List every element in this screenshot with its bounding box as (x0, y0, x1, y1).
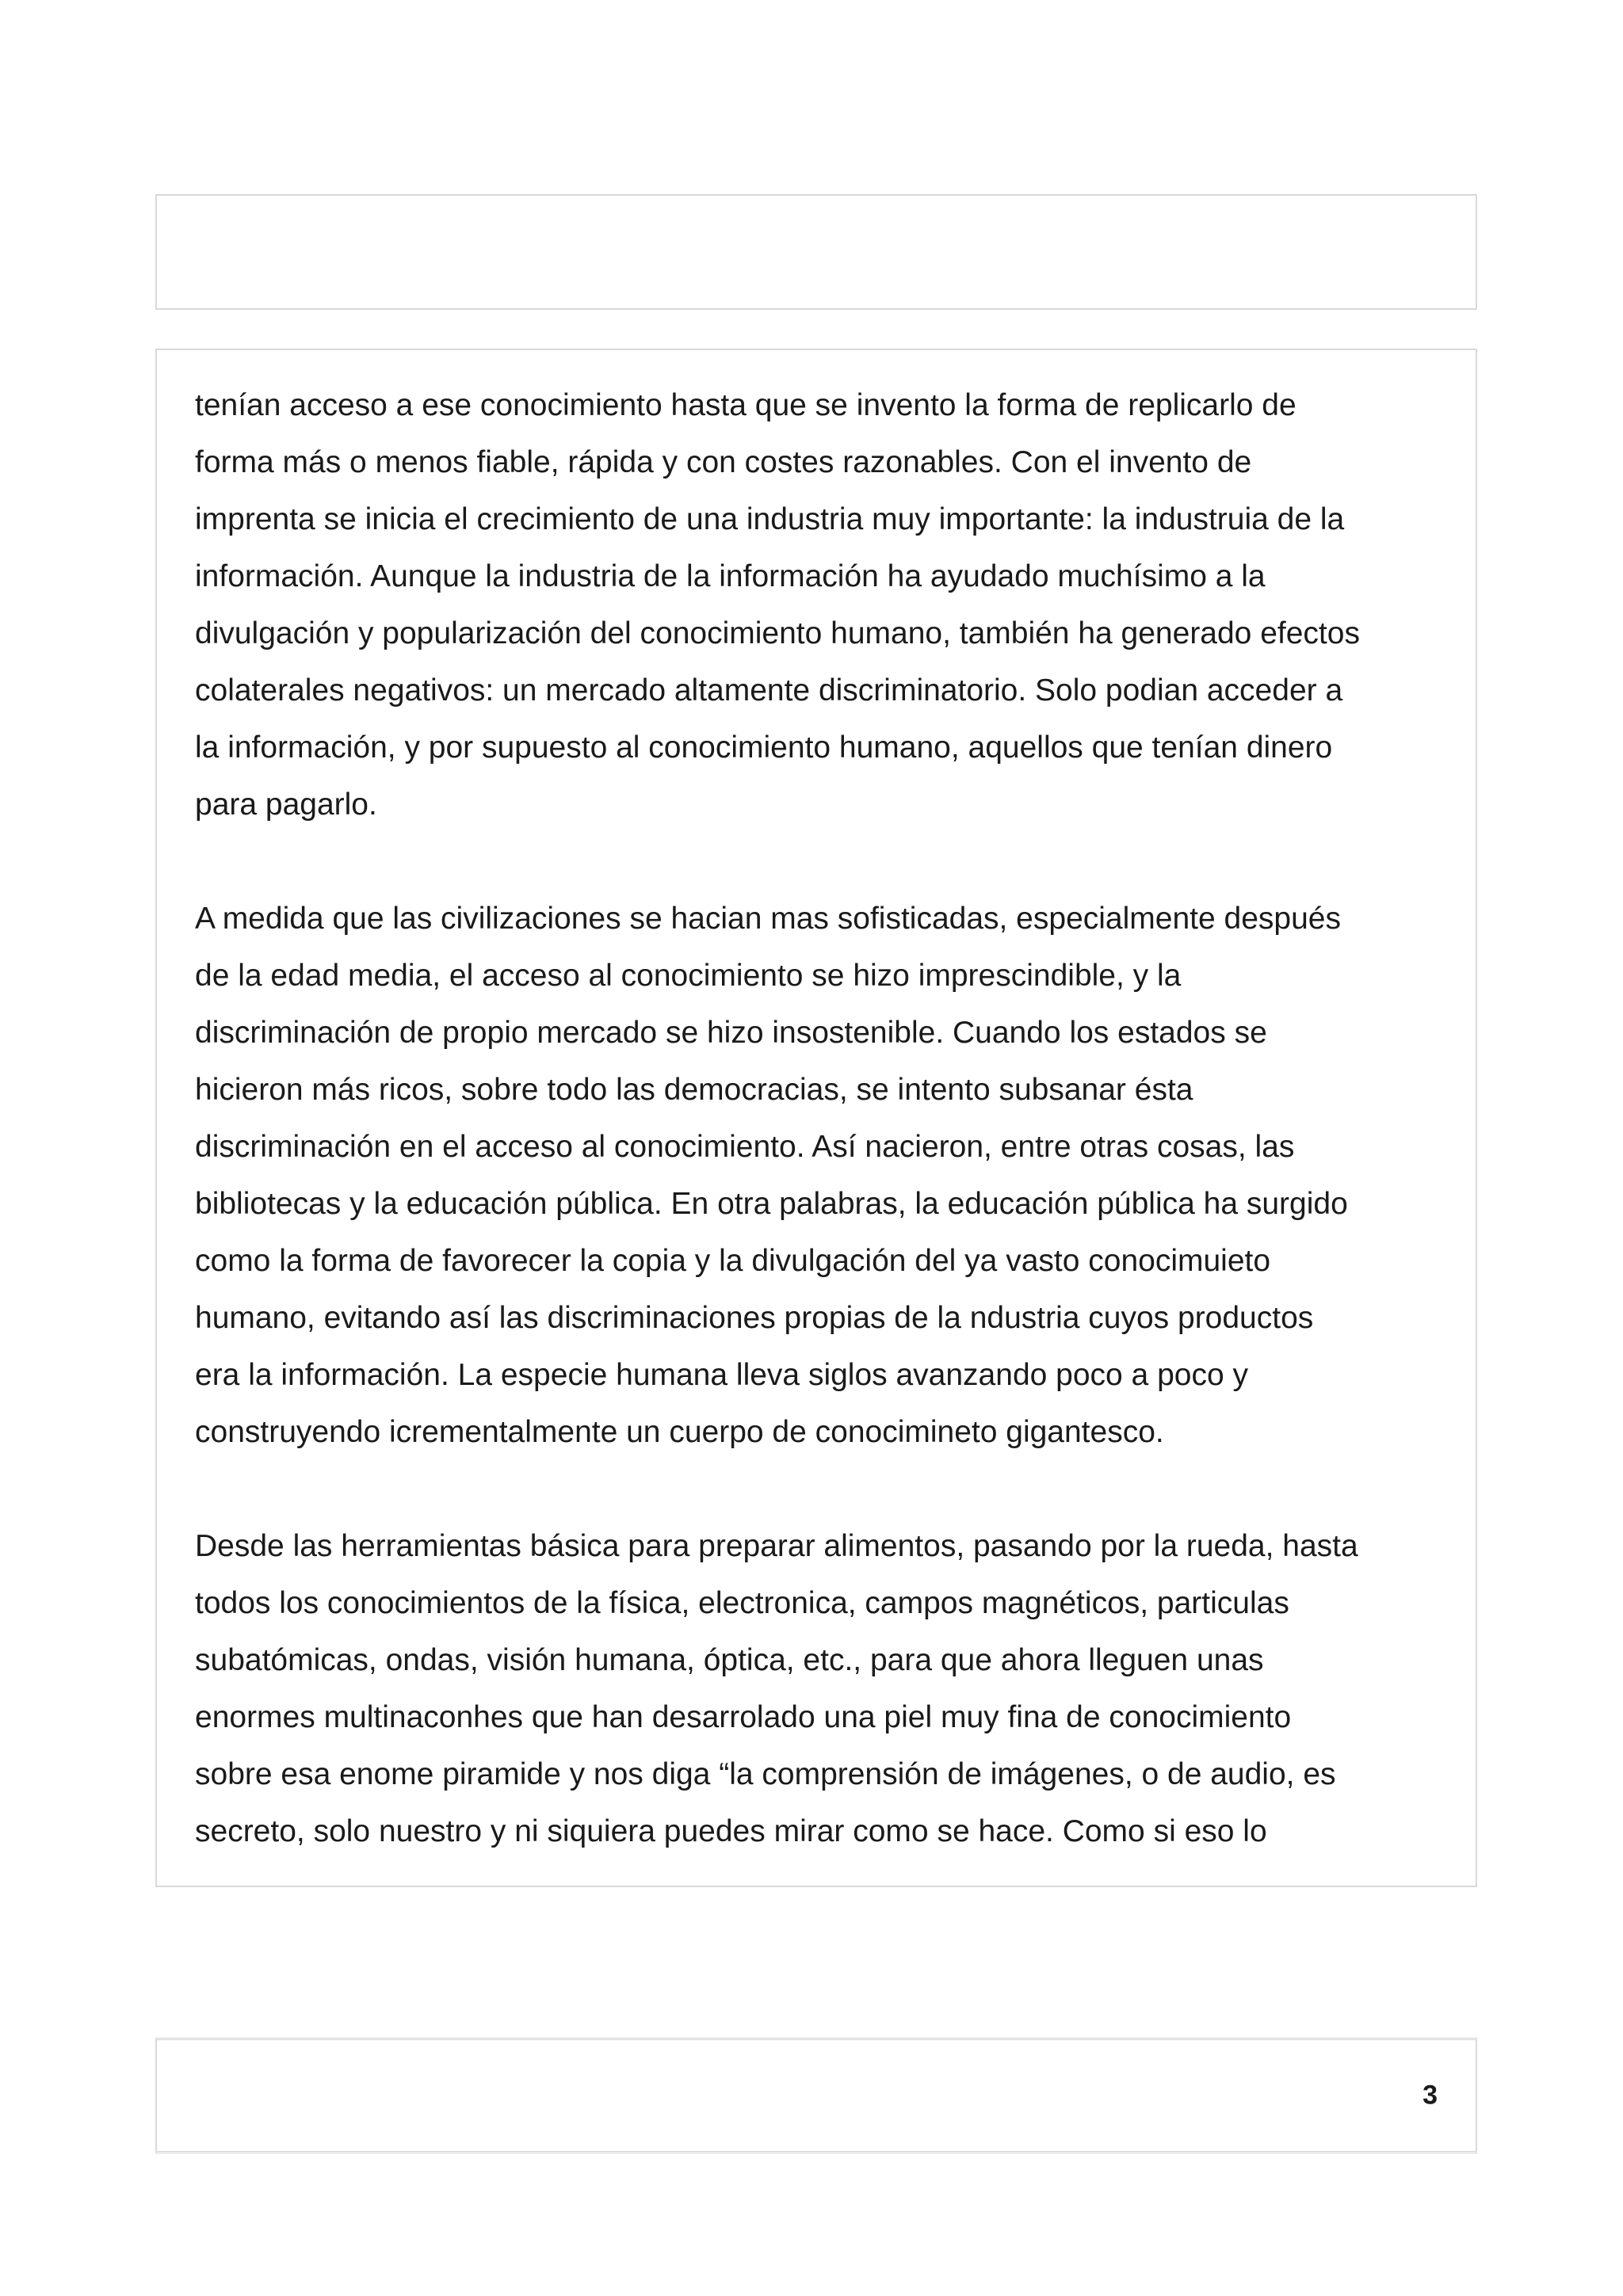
page-footer (155, 2038, 1477, 2153)
paragraph-3: Desde las herramientas básica para preparar alimentos, pasando por la rueda, hasta todos los conocimientos de la física, electronica, campos magnéticos, particulas subatómicas, ondas, visión humana, óptica, etc., para que ahora lleguen unas enormes multinaconhes que han desarrolado una piel muy fina de conocimiento sobre esa enome piramide y nos diga “la comprensión de imágenes, o de audio, es secreto, solo nuestro y ni siquiera puedes mirar como se hace. Como si eso lo (195, 1529, 1358, 1848)
paragraph-2: A medida que las civilizaciones se hacian mas sofisticadas, especialmente después de la edad media, el acceso al conocimiento se hizo imprescindible, y la discriminación de propio mercado se hizo insostenible. Cuando los estados se hicieron más ricos, sobre todo las democracias, se intento subsanar ésta discriminación en el acceso al conocimiento. Así nacieron, entre otras cosas, las bibliotecas y la educación pública. En otra palabras, la educación pública ha surgido como la forma de favorecer la copia y la divulgación del ya vasto conocimuieto humano, evitando así las discriminaciones propias de la ndustria cuyos productos era la información. La especie humana lleva siglos avanzando poco a poco y construyendo icrementalmente un cuerpo de conocimineto gigantesco. (195, 902, 1348, 1449)
document-body (195, 377, 1455, 1860)
page-number: 3 (1423, 2080, 1438, 2111)
paragraph-1: tenían acceso a ese conocimiento hasta que se invento la forma de replicarlo de forma más o menos fiable, rápida y con costes razonables. Con el invento de imprenta se inicia el crecimiento de una industria muy importante: la industruia de la información. Aunque la industria de la información ha ayudado muchísimo a la divulgación y popularización del conocimiento humano, también ha generado efectos colaterales negativos: un mercado altamente discriminatorio. Solo podian acceder a la información, y por supuesto al conocimiento humano, aquellos que tenían dinero para pagarlo. (195, 388, 1360, 822)
page-header (155, 194, 1477, 310)
